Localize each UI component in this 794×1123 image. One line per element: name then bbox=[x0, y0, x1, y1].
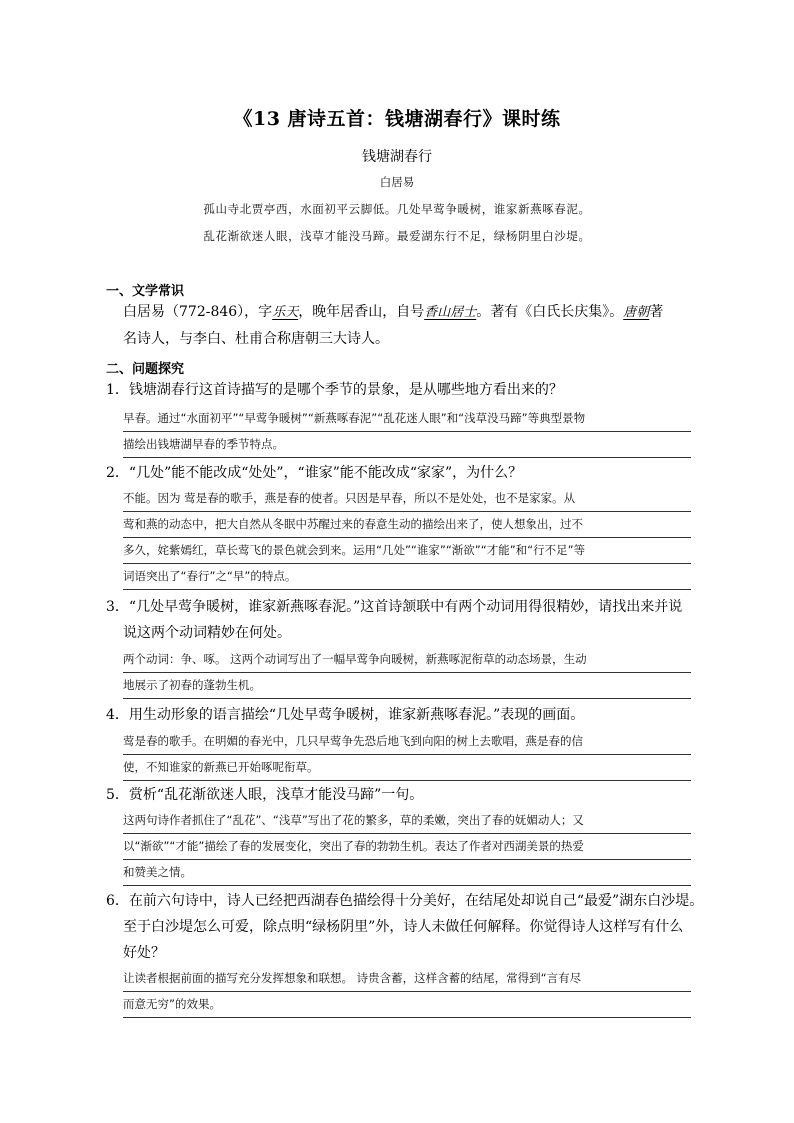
answer-line: 和赞美之情。 bbox=[123, 860, 691, 886]
answer-line: 莺是春的歌手。在明媚的春光中，几只早莺争先恐后地飞到向阳的树上去歌唱，燕是春的信 bbox=[123, 729, 691, 755]
text-segment: ，晚年居香山，自号 bbox=[298, 304, 425, 320]
question-4: 4．用生动形象的语言描绘“几处早莺争暖树，谁家新燕啄春泥。”表现的画面。 bbox=[106, 707, 585, 723]
answer-1 bbox=[123, 406, 691, 458]
answer-line: 描绘出钱塘湖早春的季节特点。 bbox=[123, 432, 691, 458]
answer-line: 使，不知谁家的新燕已开始啄呢衔草。 bbox=[123, 755, 691, 781]
question-2: 2．“几处”能不能改成“处处”，“谁家”能不能改成“家家”，为什么？ bbox=[106, 465, 523, 481]
answer-line: 词语突出了“春行”之“早”的特点。 bbox=[123, 564, 691, 590]
answer-line: 多久，姹紫嫣红，草长莺飞的景色就会到来。运用“几处”“谁家”“渐欲”“才能”和“行不足”等 bbox=[123, 538, 691, 564]
answer-6 bbox=[123, 966, 691, 1018]
page-title: 《13 唐诗五首：钱塘湖春行》课时练 bbox=[233, 108, 561, 130]
answer-pseudonym: 香山居士 bbox=[424, 305, 477, 320]
answer-line: 而意无穷”的效果。 bbox=[123, 992, 691, 1018]
question-5: 5．赏析“乱花渐欲迷人眼，浅草才能没马蹄”一句。 bbox=[106, 787, 424, 803]
text-segment: 。著有《白氏长庆集》。 bbox=[476, 304, 624, 320]
poem-line: 孤山寺北贾亭西，水面初平云脚低。几处早莺争暖树，谁家新燕啄春泥。 bbox=[203, 202, 591, 216]
answer-dynasty: 唐朝 bbox=[623, 305, 650, 320]
answer-2 bbox=[123, 486, 691, 590]
answer-line: 不能。因为 莺是春的歌手，燕是春的使者。只因是早春，所以不是处处，也不是家家。从 bbox=[123, 486, 691, 512]
question-3-line2: 说这两个动词精妙在何处。 bbox=[123, 625, 291, 641]
section-heading-questions: 二、问题探究 bbox=[106, 362, 185, 377]
answer-line: 这两句诗作者抓住了“乱花”、“浅草”写出了花的繁多，草的柔嫩，突出了春的妩媚动人；又 bbox=[123, 808, 691, 834]
section-heading-literature: 一、文学常识 bbox=[106, 284, 185, 299]
question-6-line3: 好处？ bbox=[123, 945, 165, 961]
literature-paragraph bbox=[123, 299, 663, 326]
poem-author: 白居易 bbox=[379, 175, 415, 189]
answer-line: 让读者根据前面的描写充分发挥想象和联想。 诗贵含蓄，这样含蓄的结尾，常得到“言有尽 bbox=[123, 966, 691, 992]
question-6: 6．在前六句诗中，诗人已经把西湖春色描绘得十分美好，在结尾处却说自己“最爱”湖东白沙堤。 bbox=[106, 893, 704, 909]
poem-title: 钱塘湖春行 bbox=[362, 149, 432, 165]
poem-line: 乱花渐欲迷人眼，浅草才能没马蹄。最爱湖东行不足，绿杨阴里白沙堤。 bbox=[203, 229, 591, 243]
answer-courtesy-name: 乐天 bbox=[272, 305, 299, 320]
question-6-line2: 至于白沙堤怎么可爱，除点明“绿杨阴里”外，诗人未做任何解释。你觉得诗人这样写有什么 bbox=[123, 919, 684, 935]
answer-5 bbox=[123, 808, 691, 886]
answer-line: 以“渐欲”“才能”描绘了春的发展变化，突出了春的勃勃生机。表达了作者对西湖美景的热爱 bbox=[123, 834, 691, 860]
text-segment: 白居易（772-846），字 bbox=[123, 304, 273, 320]
answer-line: 两个动词：争、啄。 这两个动词写出了一幅早莺争向暖树，新燕啄泥衔草的动态场景，生动 bbox=[123, 647, 691, 673]
question-3: 3．“几处早莺争暖树，谁家新燕啄春泥。”这首诗颔联中有两个动词用得很精妙，请找出来并说 bbox=[106, 599, 683, 615]
answer-line: 早春。通过“水面初平”“早莺争暖树”“新燕啄春泥”“乱花迷人眼”和“浅草没马蹄”等典型景物 bbox=[123, 406, 691, 432]
question-1: 1．钱塘湖春行这首诗描写的是哪个季节的景象，是从哪些地方看出来的？ bbox=[106, 382, 563, 398]
answer-3 bbox=[123, 647, 691, 699]
answer-4 bbox=[123, 729, 691, 781]
answer-line: 地展示了初春的蓬勃生机。 bbox=[123, 673, 691, 699]
text-segment: 著 bbox=[649, 304, 664, 320]
literature-paragraph-line2: 名诗人，与李白、杜甫合称唐朝三大诗人。 bbox=[123, 331, 389, 347]
answer-line: 莺和燕的动态中，把大自然从冬眠中苏醒过来的春意生动的描绘出来了，使人想象出，过不 bbox=[123, 512, 691, 538]
